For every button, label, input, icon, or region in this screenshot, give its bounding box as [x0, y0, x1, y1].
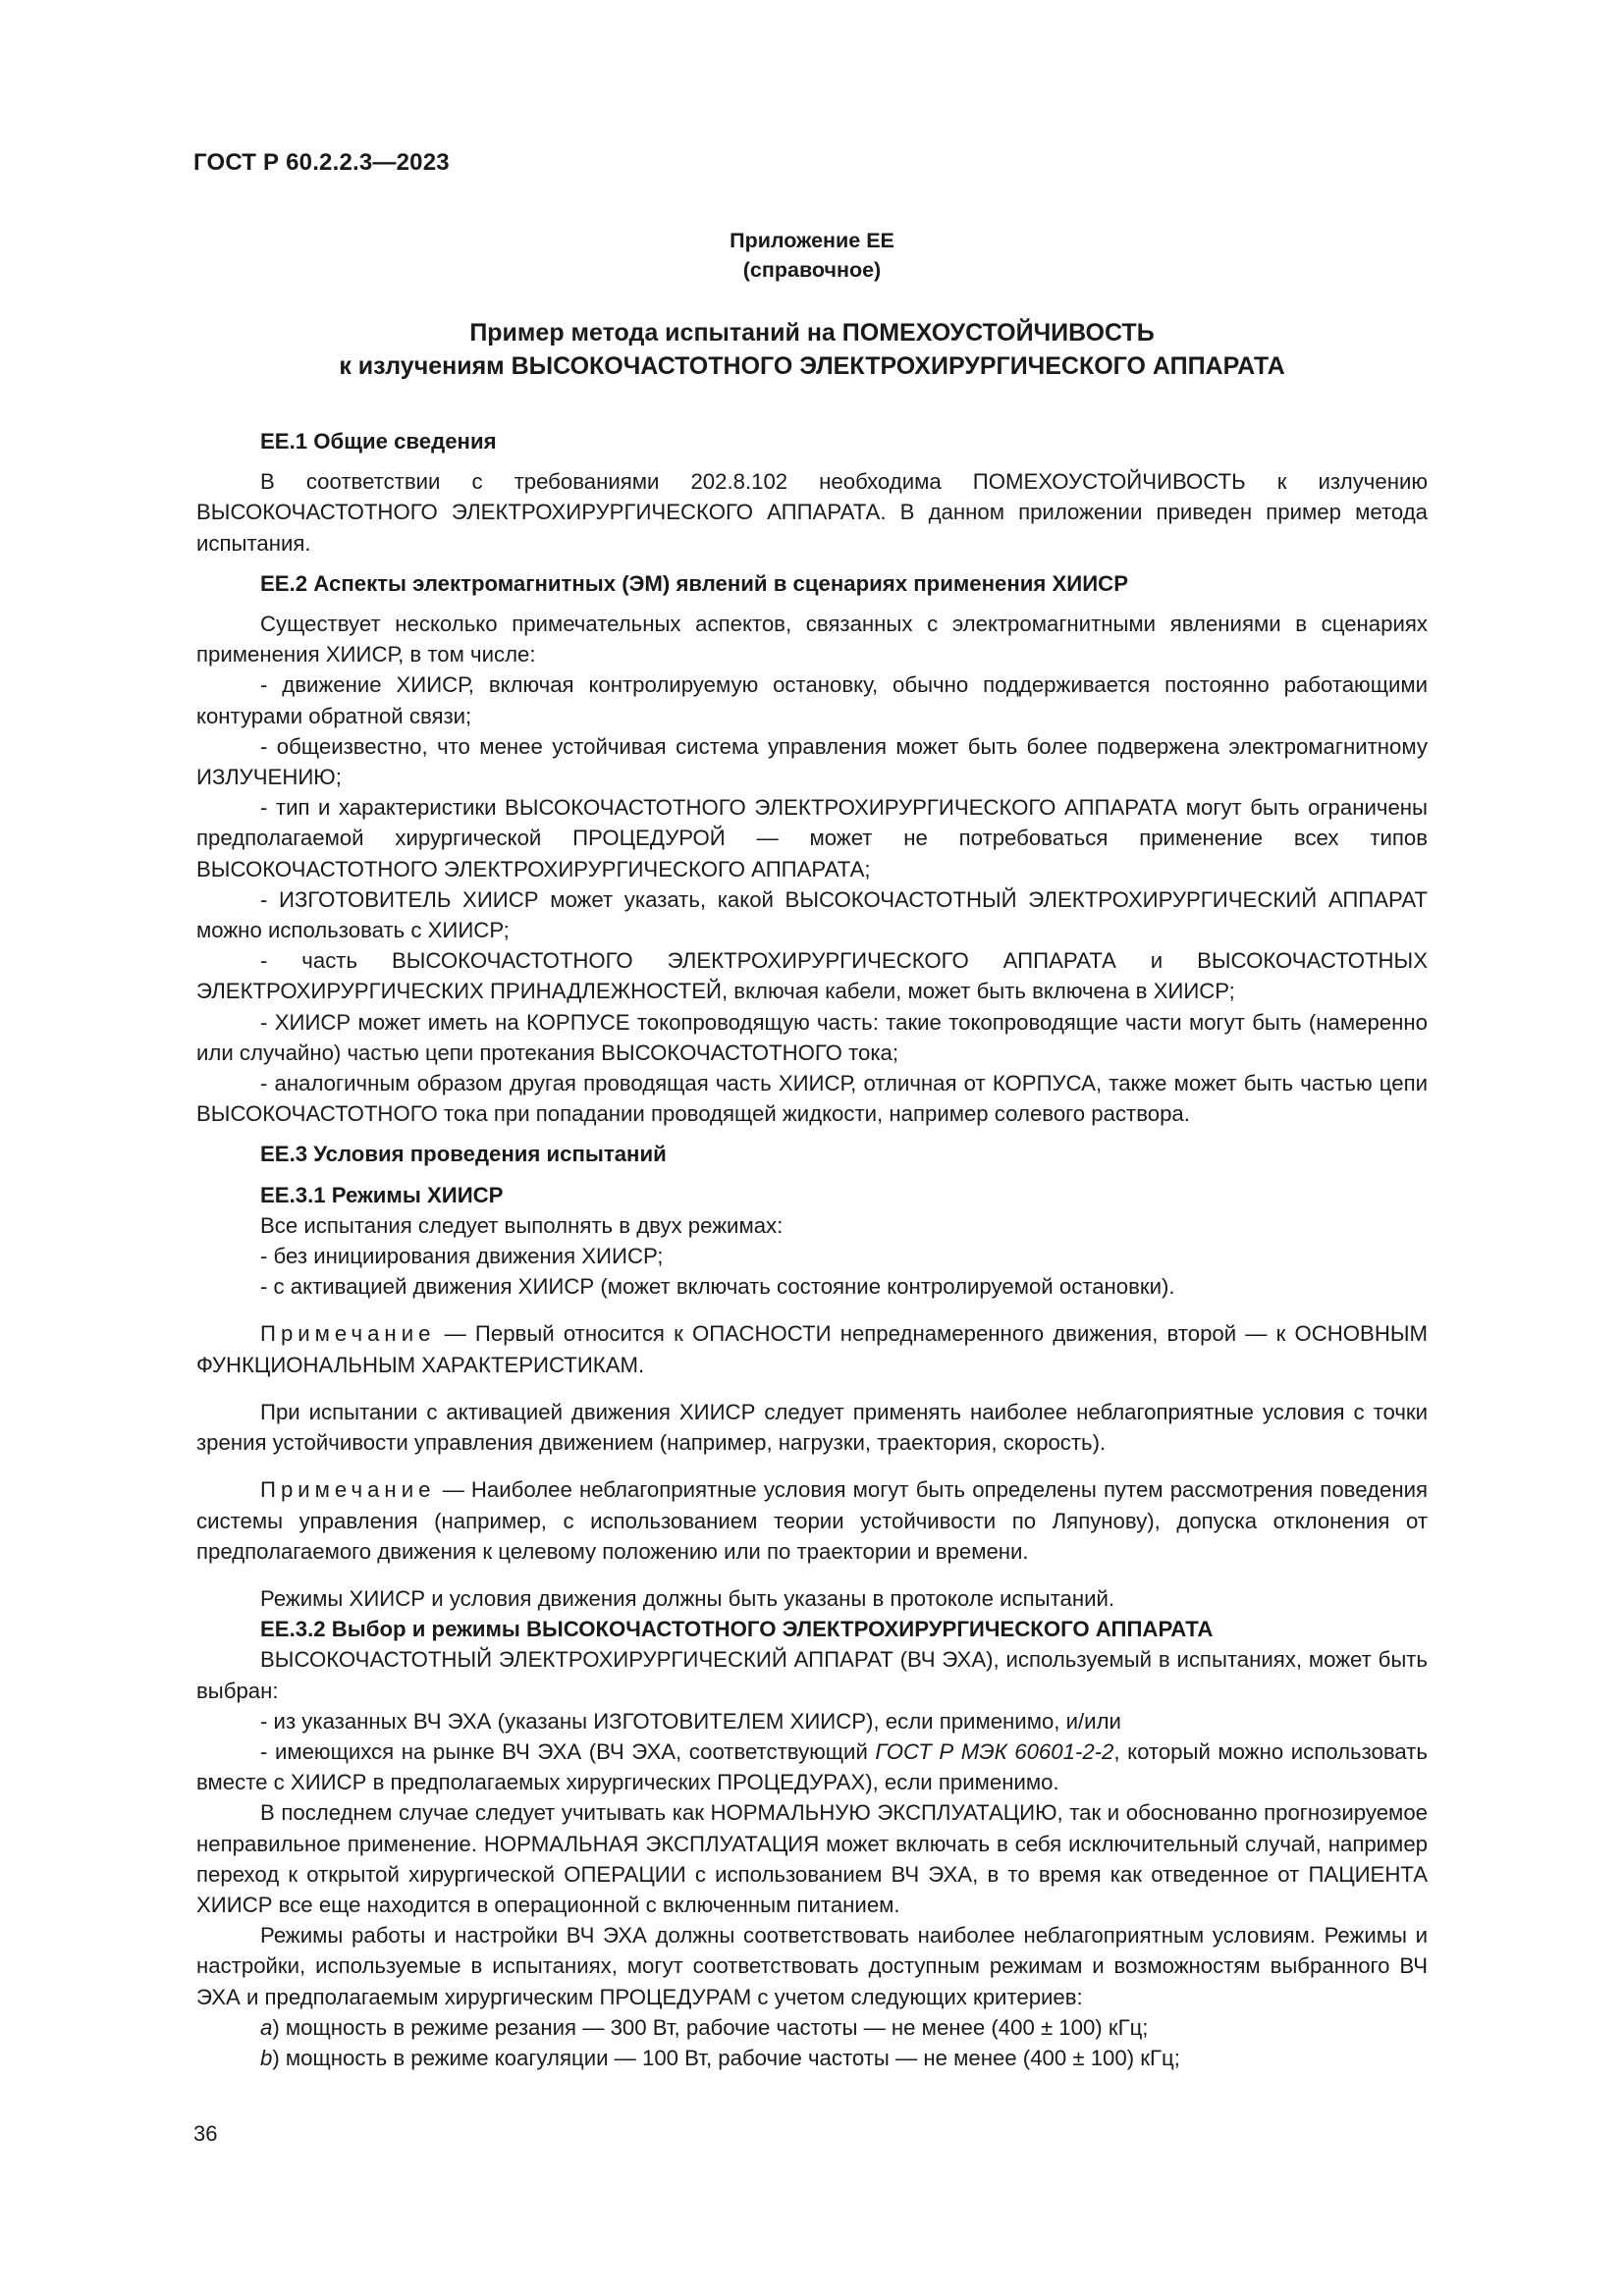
criterion-letter: b — [260, 2045, 273, 2070]
spacer — [196, 599, 1428, 609]
list-item: - ХИИСР может иметь на КОРПУСЕ токопроводящую часть: такие токопроводящие части могут быть (намеренно или случайно) частью цепи протекания ВЫСОКОЧАСТОТНОГО тока; — [196, 1009, 1428, 1065]
paragraph: В соответствии с требованиями 202.8.102 необходима ПОМЕХОУСТОЙЧИВОСТЬ к излучению ВЫСОКОЧАСТОТНОГО ЭЛЕКТРОХИРУРГИЧЕСКОГО АППАРАТА. В данном приложении приведен пример метода испытания. — [196, 469, 1428, 556]
note-label: Примечание — [260, 1321, 436, 1347]
paragraph: Существует несколько примечательных аспектов, связанных с электромагнитными явлениями в сценариях применения ХИИСР, в том числе: — [196, 612, 1428, 667]
standard-designation: ГОСТ Р 60.2.2.3—2023 — [193, 149, 450, 176]
criterion-a — [196, 2012, 1428, 2043]
appendix-title-line1: Пример метода испытаний на ПОМЕХОУСТОЙЧИВОСТЬ — [469, 319, 1155, 347]
list-item: - движение ХИИСР, включая контролируемую остановку, обычно поддерживается постоянно работающими контурами обратной связи; — [196, 672, 1428, 728]
list-item: - аналогичным образом другая проводящая часть ХИИСР, отличная от КОРПУСА, также может быть частью цепи ВЫСОКОЧАСТОТНОГО тока при попадании проводящей жидкости, например солевого раствора. — [196, 1071, 1428, 1127]
list-item — [196, 1736, 1428, 1797]
list-item: - часть ВЫСОКОЧАСТОТНОГО ЭЛЕКТРОХИРУРГИЧЕСКОГО АППАРАТА и ВЫСОКОЧАСТОТНЫХ ЭЛЕКТРОХИРУРГИЧЕСКИХ ПРИНАДЛЕЖНОСТЕЙ, включая кабели, может быть включена в ХИИСР; — [196, 948, 1428, 1004]
list-item: - с активацией движения ХИИСР (может включать состояние контролируемой остановки). — [260, 1274, 1175, 1300]
spacer — [196, 1302, 1428, 1318]
appendix-type: (справочное) — [742, 258, 882, 282]
criterion-letter: a — [260, 2014, 273, 2040]
section-heading-ee2: ЕЕ.2 Аспекты электромагнитных (ЭМ) явлений в сценариях применения ХИИСР — [260, 570, 1128, 596]
section-heading-ee3: ЕЕ.3 Условия проведения испытаний — [260, 1142, 667, 1167]
criterion-text: ) мощность в режиме коагуляции — 100 Вт, рабочие частоты — не менее (400 ± 100) кГц; — [272, 2045, 1180, 2070]
spacer — [196, 1380, 1428, 1397]
note-label: Примечание — [260, 1477, 436, 1503]
list-item: - общеизвестно, что менее устойчивая система управления может быть более подвержена электромагнитному ИЗЛУЧЕНИЮ; — [196, 733, 1428, 790]
spacer — [196, 456, 1428, 466]
note-text: — Наиболее неблагоприятные условия могут быть определены путем рассмотрения поведения системы управления (например, с использованием теории устойчивости по Ляпунову), допуска отклонения от предполагаемого движения к целевому положению или по траектории и времени. — [196, 1477, 1428, 1564]
section-heading-ee1: ЕЕ.1 Общие сведения — [260, 429, 497, 454]
paragraph: Режимы ХИИСР и условия движения должны быть указаны в протоколе испытаний. — [260, 1585, 1115, 1611]
list-item: - из указанных ВЧ ЭХА (указаны ИЗГОТОВИТЕЛЕМ ХИИСР), если применимо, и/или — [260, 1708, 1121, 1734]
note — [196, 1318, 1428, 1379]
appendix-label: Приложение ЕЕ — [730, 229, 894, 252]
paragraph: В последнем случае следует учитывать как НОРМАЛЬНУЮ ЭКСПЛУАТАЦИЮ, так и обоснованно прогнозируемое неправильное применение. НОРМАЛЬНАЯ ЭКСПЛУАТАЦИЯ может включать в себя исключительный случай, например переход к открытой хирургической ОПЕРАЦИИ с использованием ВЧ ЭХА, в то время как отведенное от ПАЦИЕНТА ХИИСР все еще находится в операционной с включенным питанием. — [196, 1800, 1428, 1917]
document-body — [196, 426, 1428, 2073]
criterion-text: ) мощность в режиме резания — 300 Вт, рабочие частоты — не менее (400 ± 100) кГц; — [272, 2014, 1149, 2040]
spacer — [196, 1567, 1428, 1583]
list-item: - тип и характеристики ВЫСОКОЧАСТОТНОГО ЭЛЕКТРОХИРУРГИЧЕСКОГО АППАРАТА могут быть ограничены предполагаемой хирургической ПРОЦЕДУРОЙ — может не потребоваться применение всех типов ВЫСОКОЧАСТОТНОГО ЭЛЕКТРОХИРУРГИЧЕСКОГО АППАРАТА; — [196, 795, 1428, 881]
note-text: — Первый относится к ОПАСНОСТИ непреднамеренного движения, второй — к ОСНОВНЫМ ФУНКЦИОНАЛЬНЫМ ХАРАКТЕРИСТИКАМ. — [196, 1321, 1428, 1377]
spacer — [196, 1458, 1428, 1474]
standard-reference: ГОСТ Р МЭК 60601-2-2 — [875, 1738, 1114, 1764]
page-number: 36 — [193, 2121, 218, 2146]
list-item-text: - имеющихся на рынке ВЧ ЭХА (ВЧ ЭХА, соответствующий — [260, 1738, 876, 1764]
spacer — [196, 1129, 1428, 1139]
paragraph: Режимы работы и настройки ВЧ ЭХА должны соответствовать наиболее неблагоприятным условиям. Режимы и настройки, используемые в испытаниях, могут соответствовать доступным режимам и возможностям выбранного ВЧ ЭХА и предполагаемым хирургическим ПРОЦЕДУРАМ с учетом следующих критериев: — [196, 1923, 1428, 2009]
paragraph: Все испытания следует выполнять в двух режимах: — [260, 1212, 784, 1238]
spacer — [196, 559, 1428, 568]
appendix-title-line2: к излучениям ВЫСОКОЧАСТОТНОГО ЭЛЕКТРОХИРУРГИЧЕСКОГО АППАРАТА — [339, 352, 1285, 380]
paragraph: ВЫСОКОЧАСТОТНЫЙ ЭЛЕКТРОХИРУРГИЧЕСКИЙ АППАРАТ (ВЧ ЭХА), используемый в испытаниях, может быть выбран: — [196, 1647, 1428, 1703]
list-item: - без инициирования движения ХИИСР; — [260, 1244, 664, 1269]
criterion-b — [196, 2043, 1428, 2073]
paragraph: При испытании с активацией движения ХИИСР следует применять наиболее неблагоприятные условия с точки зрения устойчивости управления движением (например, нагрузки, траектория, скорость). — [196, 1399, 1428, 1456]
note — [196, 1474, 1428, 1567]
list-item-text: , который можно использовать вместе с ХИИСР в предполагаемых хирургических ПРОЦЕДУРАХ), если применимо. — [196, 1738, 1428, 1795]
section-heading-ee31: ЕЕ.3.1 Режимы ХИИСР — [260, 1182, 504, 1207]
spacer — [196, 1170, 1428, 1180]
section-heading-ee32: ЕЕ.3.2 Выбор и режимы ВЫСОКОЧАСТОТНОГО ЭЛЕКТРОХИРУРГИЧЕСКОГО АППАРАТА — [260, 1617, 1214, 1642]
list-item: - ИЗГОТОВИТЕЛЬ ХИИСР может указать, какой ВЫСОКОЧАСТОТНЫЙ ЭЛЕКТРОХИРУРГИЧЕСКИЙ АППАРАТ можно использовать с ХИИСР; — [196, 886, 1428, 943]
